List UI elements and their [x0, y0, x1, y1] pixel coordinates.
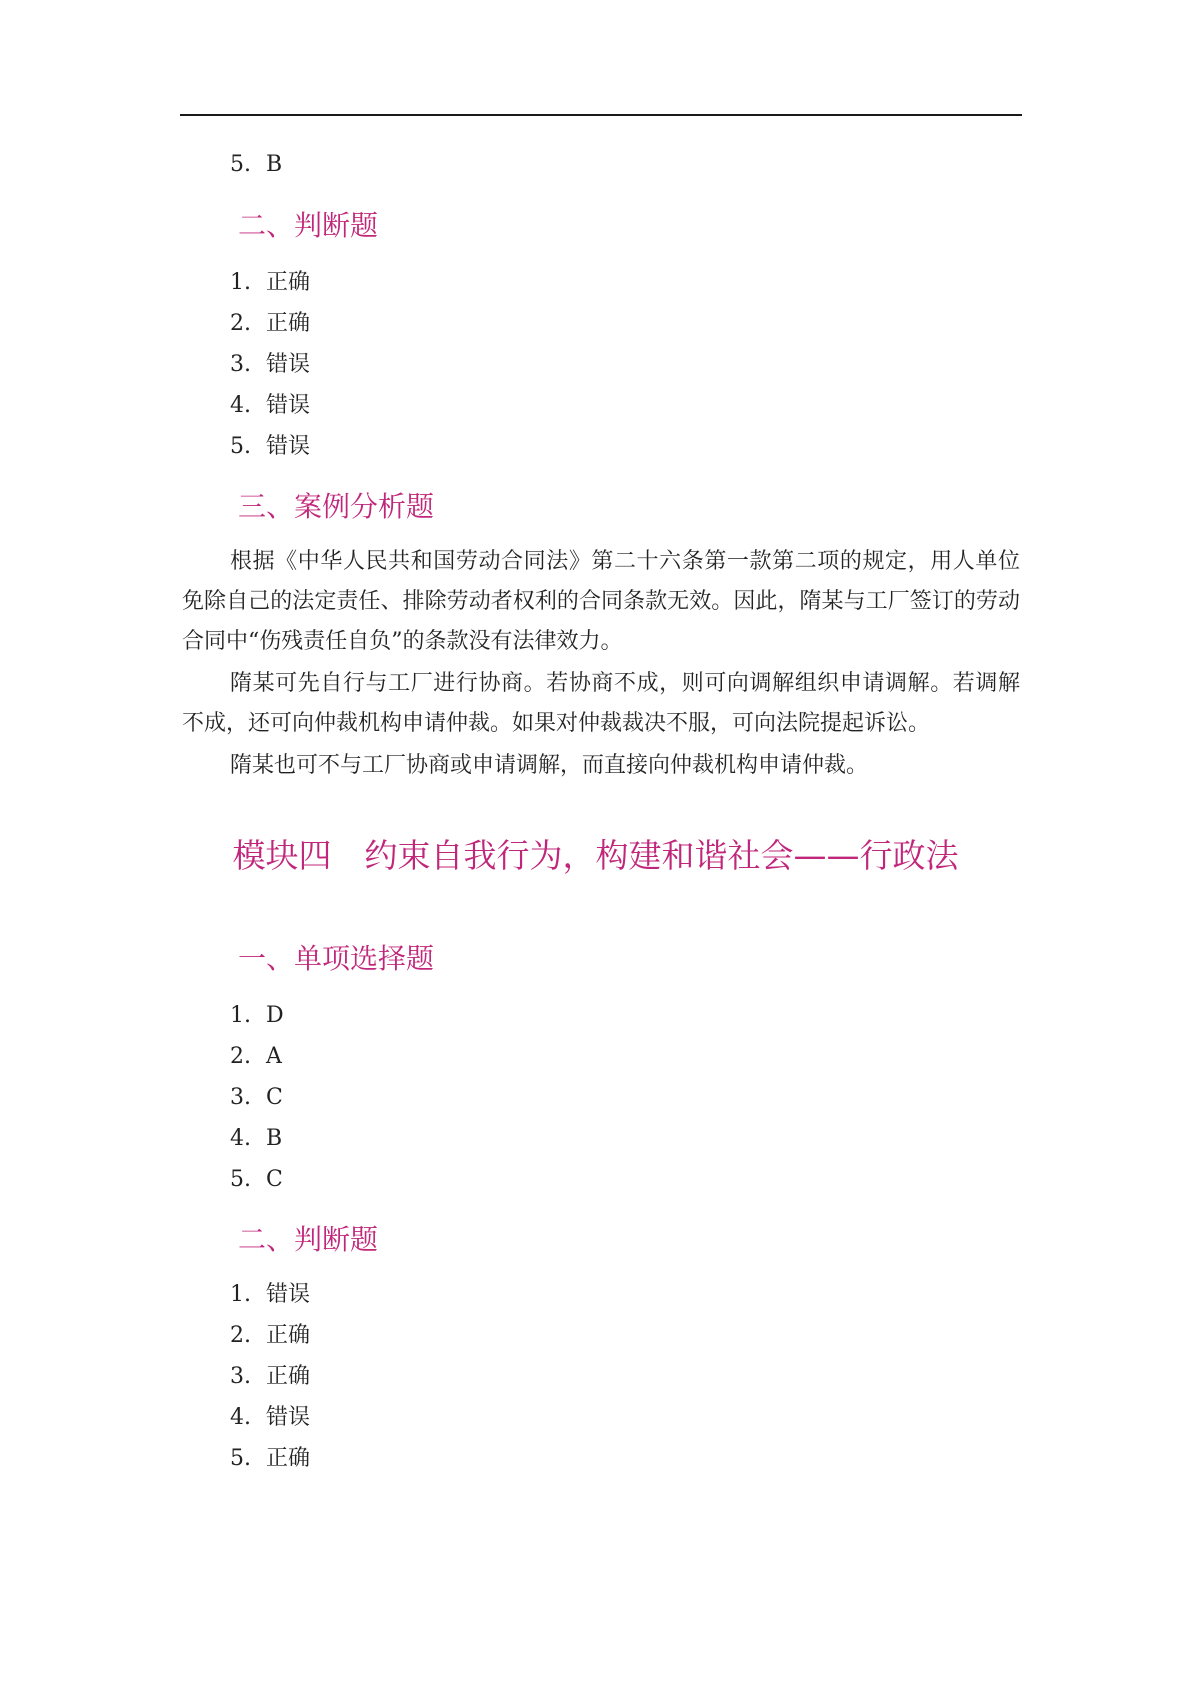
answer-item — [230, 1280, 310, 1310]
answer-item — [230, 1001, 284, 1031]
item-answer: 正确 — [266, 1446, 311, 1471]
item-answer: 错误 — [266, 393, 311, 418]
item-number: 5. — [230, 1167, 251, 1192]
answer-item — [230, 350, 310, 380]
answer-item — [230, 150, 282, 180]
answer-item — [230, 391, 310, 421]
item-answer: A — [266, 1044, 282, 1069]
item-number: 1. — [230, 270, 251, 295]
answer-item — [230, 1403, 310, 1433]
answer-item — [230, 1083, 283, 1113]
item-answer: C — [266, 1085, 283, 1110]
item-number: 1. — [230, 1003, 251, 1028]
item-answer: 错误 — [266, 1405, 311, 1430]
item-answer: B — [266, 1126, 283, 1151]
item-answer: C — [266, 1167, 283, 1192]
answer-item — [230, 1165, 283, 1195]
answer-item — [230, 1444, 310, 1474]
item-number: 3. — [230, 352, 251, 377]
item-number: 5. — [230, 434, 251, 459]
section-heading-single-choice: 一、单项选择题 — [238, 942, 435, 975]
case-paragraph: 隋某可先自行与工厂进行协商。若协商不成，则可向调解组织申请调解。若调解不成，还可向仲裁机构申请仲裁。如果对仲裁裁决不服，可向法院提起诉讼。 — [182, 671, 1020, 736]
item-number: 4. — [230, 393, 251, 418]
item-number: 4. — [230, 1405, 251, 1430]
answer-item — [230, 1124, 282, 1154]
item-answer: B — [266, 152, 283, 177]
item-number: 2. — [230, 1044, 251, 1069]
section-heading-case-analysis: 三、案例分析题 — [238, 490, 435, 523]
item-number: 2. — [230, 1323, 251, 1348]
item-number: 3. — [230, 1085, 251, 1110]
item-number: 1. — [230, 1282, 251, 1307]
item-answer: 错误 — [266, 1282, 311, 1307]
item-answer: 正确 — [266, 311, 311, 336]
answer-item — [230, 268, 310, 298]
item-number: 3. — [230, 1364, 251, 1389]
item-number: 4. — [230, 1126, 251, 1151]
case-paragraph: 根据《中华人民共和国劳动合同法》第二十六条第一款第二项的规定，用人单位免除自己的法定责任、排除劳动者权利的合同条款无效。因此，隋某与工厂签订的劳动合同中“伤残责任自负”的条款没有法律效力。 — [182, 549, 1020, 654]
answer-item — [230, 309, 310, 339]
section-heading-true-false: 二、判断题 — [238, 209, 379, 242]
module-title: 模块四 约束自我行为，构建和谐社会——行政法 — [232, 836, 959, 875]
answer-item — [230, 1042, 282, 1072]
item-number: 2. — [230, 311, 251, 336]
item-number: 5. — [230, 152, 251, 177]
section-heading-true-false: 二、判断题 — [238, 1223, 379, 1256]
answer-item — [230, 432, 310, 462]
item-answer: D — [266, 1003, 284, 1028]
header-rule — [180, 114, 1022, 116]
item-answer: 错误 — [266, 352, 311, 377]
item-answer: 正确 — [266, 270, 311, 295]
answer-item — [230, 1321, 310, 1351]
item-number: 5. — [230, 1446, 251, 1471]
item-answer: 错误 — [266, 434, 311, 459]
answer-item — [230, 1362, 310, 1392]
item-answer: 正确 — [266, 1323, 311, 1348]
item-answer: 正确 — [266, 1364, 311, 1389]
case-paragraph: 隋某也可不与工厂协商或申请调解，而直接向仲裁机构申请仲裁。 — [230, 753, 869, 778]
